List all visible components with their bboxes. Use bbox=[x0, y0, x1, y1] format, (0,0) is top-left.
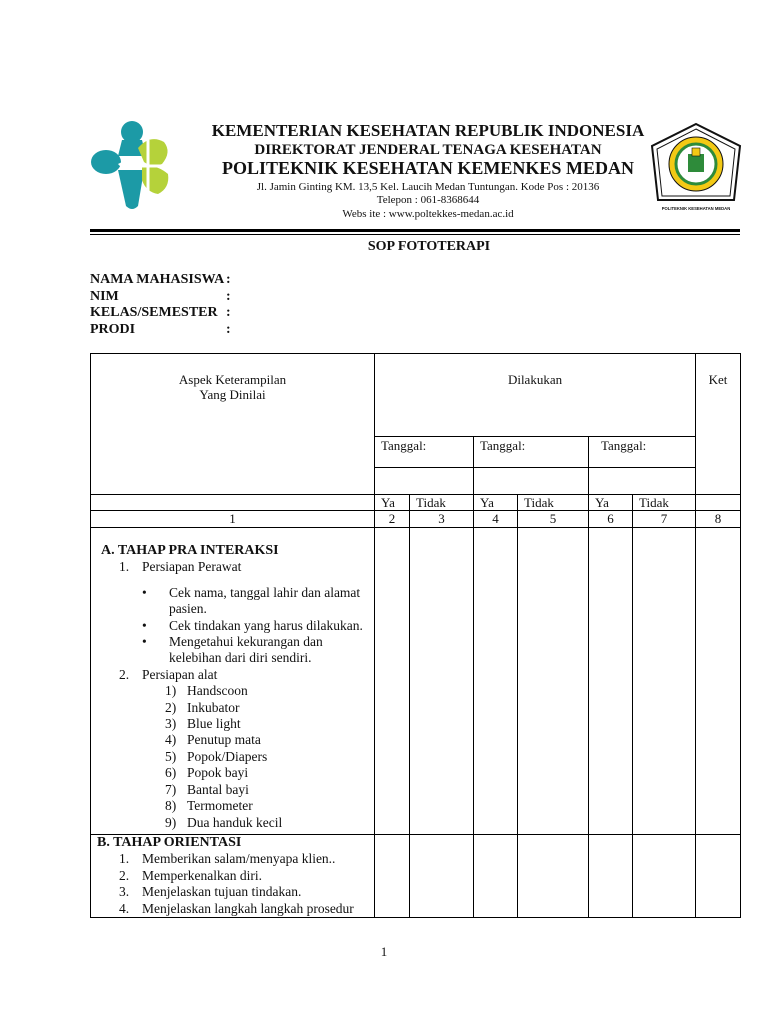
ministry-name: KEMENTERIAN KESEHATAN REPUBLIK INDONESIA bbox=[211, 121, 645, 140]
tanggal-blank[interactable] bbox=[589, 468, 696, 495]
sub-tidak: Tidak bbox=[633, 495, 696, 511]
document-title: SOP FOTOTERAPI bbox=[367, 239, 491, 254]
tool-item: 8) Termometer bbox=[165, 798, 253, 814]
institution-website: Webs ite : www.poltekkes-medan.ac.id bbox=[342, 208, 514, 220]
field-nama-mahasiswa: NAMA MAHASISWA : bbox=[90, 272, 231, 287]
score-cell[interactable] bbox=[589, 835, 633, 918]
score-cell[interactable] bbox=[410, 835, 474, 918]
field-prodi: PRODI : bbox=[90, 322, 231, 337]
field-label: KELAS/SEMESTER bbox=[90, 305, 218, 320]
letterhead-rule-thin bbox=[90, 234, 740, 235]
tool-item: 9) Dua handuk kecil bbox=[165, 814, 283, 830]
list-item: 1. Persiapan Perawat bbox=[119, 559, 242, 575]
field-label: NAMA MAHASISWA bbox=[90, 272, 225, 287]
list-item: 3. Menjelaskan tujuan tindakan. bbox=[119, 884, 302, 900]
score-cell[interactable] bbox=[474, 528, 518, 835]
section-a-cell bbox=[91, 528, 375, 835]
score-cell[interactable] bbox=[633, 528, 696, 835]
poltekkes-seal bbox=[648, 122, 744, 216]
col-number: 3 bbox=[410, 511, 474, 528]
institution-name: POLITEKNIK KESEHATAN KEMENKES MEDAN bbox=[222, 158, 634, 178]
section-a-title: A. TAHAP PRA INTERAKSI bbox=[101, 543, 279, 558]
list-item: 4. Menjelaskan langkah langkah prosedur bbox=[119, 900, 354, 916]
score-cell[interactable] bbox=[375, 835, 410, 918]
col-number: 8 bbox=[696, 511, 741, 528]
tanggal-cell[interactable]: Tanggal: bbox=[474, 437, 589, 468]
seal-caption: POLITEKNIK KESEHATAN MEDAN bbox=[661, 206, 731, 211]
tanggal-cell[interactable]: Tanggal: bbox=[375, 437, 474, 468]
tool-item: 2) Inkubator bbox=[165, 699, 240, 715]
tool-item: 4) Penutup mata bbox=[165, 732, 261, 748]
list-item: 2. Memperkenalkan diri. bbox=[119, 867, 262, 883]
tanggal-blank[interactable] bbox=[474, 468, 589, 495]
field-nim: NIM : bbox=[90, 289, 231, 304]
col-number: 7 bbox=[633, 511, 696, 528]
header-dilakukan: Dilakukan bbox=[375, 354, 696, 437]
score-cell[interactable] bbox=[474, 835, 518, 918]
sub-tidak: Tidak bbox=[518, 495, 589, 511]
tool-item: 5) Popok/Diapers bbox=[165, 748, 268, 764]
bullet-item: • Cek nama, tanggal lahir dan alamat pasien. bbox=[142, 584, 361, 617]
list-item: 1. Memberikan salam/menyapa klien.. bbox=[119, 851, 336, 867]
sub-ya: Ya bbox=[375, 495, 410, 511]
assessment-table bbox=[90, 353, 741, 918]
ket-cell[interactable] bbox=[696, 835, 741, 918]
tool-item: 7) Bantal bayi bbox=[165, 781, 249, 797]
score-cell[interactable] bbox=[518, 835, 589, 918]
institution-address: Jl. Jamin Ginting KM. 13,5 Kel. Laucih Medan Tuntungan. Kode Pos : 20136 bbox=[256, 181, 600, 193]
field-kelas-semester: KELAS/SEMESTER : bbox=[90, 305, 231, 320]
tanggal-blank[interactable] bbox=[375, 468, 474, 495]
header-aspek: Aspek Keterampilan Yang Dinilai bbox=[91, 354, 375, 495]
score-cell[interactable] bbox=[375, 528, 410, 835]
score-cell[interactable] bbox=[633, 835, 696, 918]
letterhead-rule-thick bbox=[90, 229, 740, 232]
bullet-item: • Cek tindakan yang harus dilakukan. bbox=[142, 617, 363, 633]
bullet-item: • Mengetahui kekurangan dan kelebihan dari diri sendiri. bbox=[142, 634, 323, 666]
header-ket: Ket bbox=[696, 354, 741, 495]
institution-phone: Telepon : 061-8368644 bbox=[376, 194, 480, 206]
col-number: 1 bbox=[91, 511, 375, 528]
section-b-title: B. TAHAP ORIENTASI bbox=[97, 835, 242, 850]
score-cell[interactable] bbox=[518, 528, 589, 835]
col-number: 6 bbox=[589, 511, 633, 528]
tanggal-cell[interactable]: Tanggal: bbox=[589, 437, 696, 468]
list-item: 2. Persiapan alat bbox=[119, 666, 218, 682]
tool-item: 6) Popok bayi bbox=[165, 765, 249, 781]
ket-cell[interactable] bbox=[696, 528, 741, 835]
kemenkes-logo bbox=[88, 118, 174, 214]
sub-ya: Ya bbox=[474, 495, 518, 511]
sub-ya: Ya bbox=[589, 495, 633, 511]
score-cell[interactable] bbox=[589, 528, 633, 835]
directorate-name: DIREKTORAT JENDERAL TENAGA KESEHATAN bbox=[254, 142, 602, 158]
tool-item: 3) Blue light bbox=[165, 716, 241, 732]
col-number: 2 bbox=[375, 511, 410, 528]
col-number: 4 bbox=[474, 511, 518, 528]
score-cell[interactable] bbox=[410, 528, 474, 835]
col-number: 5 bbox=[518, 511, 589, 528]
tool-item: 1) Handscoon bbox=[165, 683, 248, 699]
field-label: PRODI bbox=[90, 322, 136, 337]
field-label: NIM bbox=[90, 289, 119, 304]
page-number: 1 bbox=[380, 944, 388, 959]
sub-tidak: Tidak bbox=[410, 495, 474, 511]
section-b-cell bbox=[91, 835, 375, 918]
